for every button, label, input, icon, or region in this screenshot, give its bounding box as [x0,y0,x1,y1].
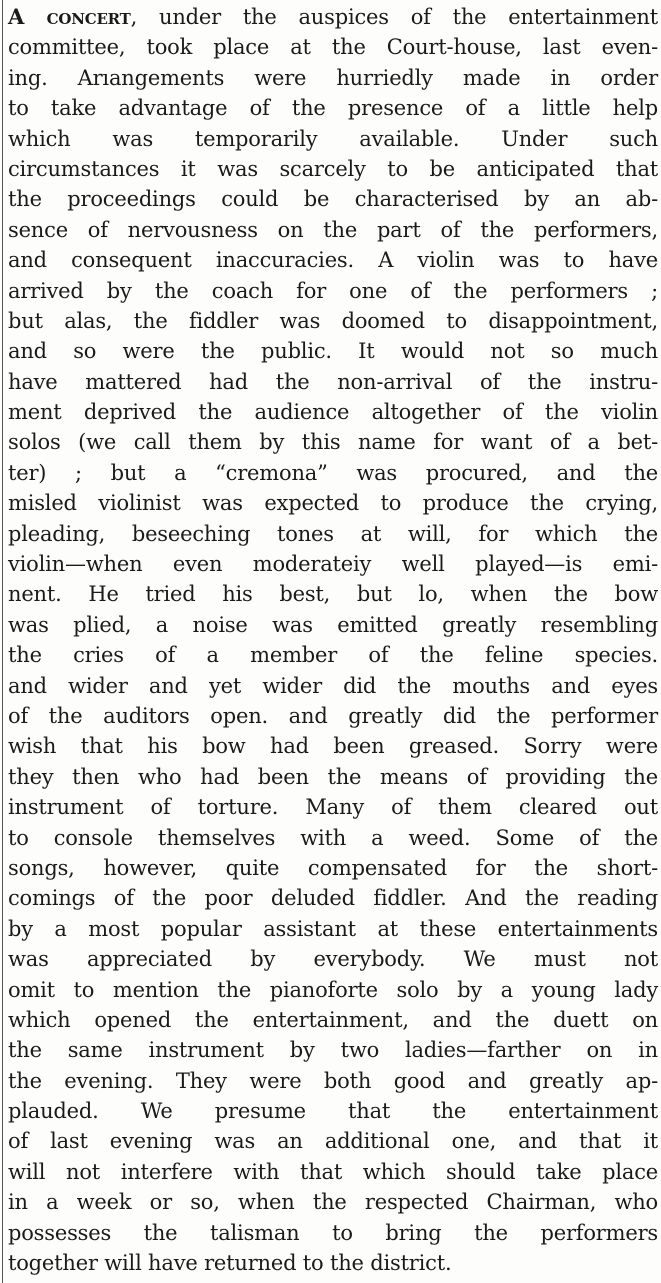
article-line: and wider and yet wider did the mouths and eyes [8,673,658,698]
article-line: to take advantage of the presence of a little help [8,96,658,121]
article-line: the evening. They were both good and greatly ap- [8,1068,658,1093]
article-line: together will have returned to the district. [8,1251,452,1276]
article-line: misled violinist was expected to produce the crying, [8,491,658,516]
article-line: ter) ; but a “cremona” was procured, and the [8,460,658,485]
article-line: instrument of torture. Many of them cleared out [8,795,658,820]
article-lead: A concert [8,4,131,29]
article-line: which was temporarily available. Under such [8,126,658,151]
article-line: the proceedings could be characterised by an ab- [8,187,658,212]
article-line: possesses the talisman to bring the performers [8,1220,658,1245]
article-line: in a week or so, when the respected Chairman, who [8,1190,658,1215]
article-line: the cries of a member of the feline species. [8,643,658,668]
column-rule [2,0,3,1283]
article-line: and consequent inaccuracies. A violin was to have [8,248,658,273]
article-line: of the auditors open. and greatly did the performer [8,703,658,728]
article-line: wish that his bow had been greased. Sorry were [8,734,658,759]
article-line: solos (we call them by this name for want of a bet- [8,430,658,455]
article-line: the same instrument by two ladies—farther on in [8,1038,658,1063]
article-line: sence of nervousness on the part of the performers, [8,217,658,242]
article-line: but alas, the fiddler was doomed to disappointment, [8,308,658,333]
article-line: plauded. We presume that the entertainment [8,1099,658,1124]
article-line: was appreciated by everybody. We must not [8,947,658,972]
article-line: circumstances it was scarcely to be anticipated that [8,156,658,181]
article-line: they then who had been the means of providing the [8,764,658,789]
article-line: ing. Arıangements were hurriedly made in order [8,65,658,90]
article-line: pleading, beseeching tones at will, for which the [8,521,658,546]
article-line: arrived by the coach for one of the performers ; [8,278,658,303]
article-line: will not interfere with that which should take place [8,1159,658,1184]
article-body [8,2,658,1278]
article-line: ment deprived the audience altogether of the violin [8,400,658,425]
article-line: A concert, under the auspices of the entertainment [8,4,658,29]
article-line: to console themselves with a weed. Some of the [8,825,658,850]
article-line: violin—when even moderateiy well played—is emi- [8,552,658,577]
article-line: nent. He tried his best, but lo, when the bow [8,582,658,607]
article-line: have mattered had the non-arrival of the instru- [8,369,658,394]
article-line: comings of the poor deluded fiddler. And the reading [8,886,658,911]
article-line: songs, however, quite compensated for the short- [8,855,658,880]
article-line: was plied, a noise was emitted greatly resembling [8,612,658,637]
article-line: committee, took place at the Court-house, last even- [8,35,658,60]
article-line: and so were the public. It would not so much [8,339,658,364]
article-line: of last evening was an additional one, and that it [8,1129,658,1154]
article-line: omit to mention the pianoforte solo by a young lady [8,977,658,1002]
article-line: which opened the entertainment, and the duett on [8,1007,658,1032]
article-line: by a most popular assistant at these entertainments [8,916,658,941]
